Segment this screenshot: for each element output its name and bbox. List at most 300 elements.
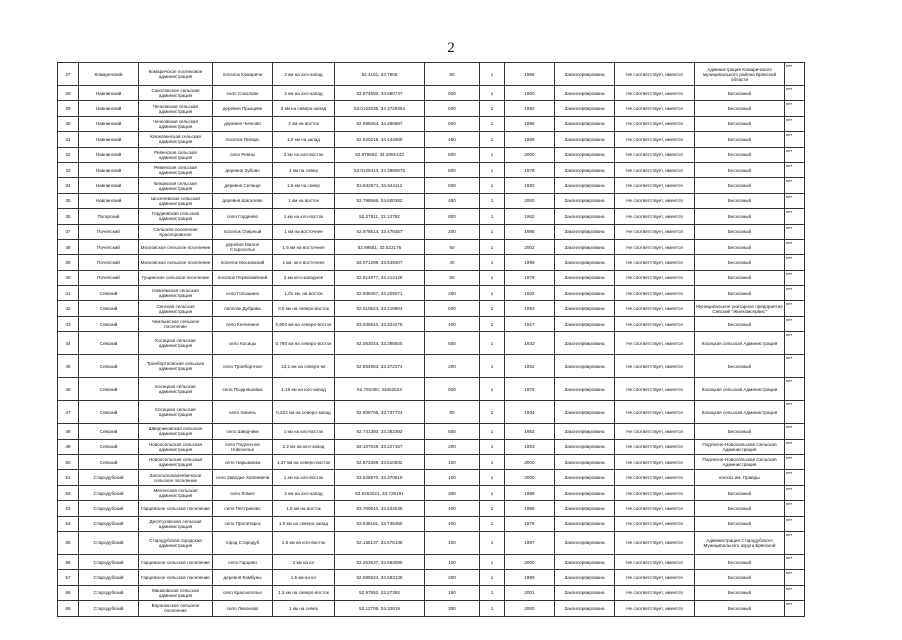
status-cell: Законсервирована <box>555 116 615 131</box>
depth-cell: 600 <box>425 147 480 162</box>
status-cell: Законсервирована <box>555 209 615 224</box>
condition-cell: Не соответствует, имеется <box>615 301 695 316</box>
table-row <box>58 286 805 301</box>
status-cell: Законсервирована <box>555 162 615 177</box>
coords-cell: 53.071299, 33.549407 <box>335 255 425 270</box>
row-number: 52 <box>58 485 79 500</box>
table-body <box>58 63 805 617</box>
district-cell: Навлинский <box>79 147 139 162</box>
status-cell: Законсервирована <box>555 470 615 485</box>
row-number: 31 <box>58 132 79 147</box>
settlement-cell: Стародубская городская администрация <box>139 531 213 554</box>
count-cell: 1 <box>480 601 505 616</box>
condition-cell: Не соответствует, имеется <box>615 516 695 531</box>
year-cell: 1988 <box>505 224 555 239</box>
row-number: 35 <box>58 193 79 208</box>
distance-cell: 1.5 км на северо-запад <box>273 516 335 531</box>
owner-cell: Бесхозный <box>695 255 785 270</box>
table-row <box>58 209 805 224</box>
count-cell: 1 <box>480 270 505 285</box>
coords-cell: 52.976582, 34.2991433 <box>335 147 425 162</box>
note-cell: нет <box>785 193 805 208</box>
district-cell: Севский <box>79 286 139 301</box>
year-cell: 2000 <box>505 470 555 485</box>
coords-cell: 53.700510, 33.634535 <box>335 501 425 516</box>
settlement-cell: Бяковская сельская администрация <box>139 178 213 193</box>
status-cell: Законсервирована <box>555 424 615 439</box>
district-cell: Навлинский <box>79 132 139 147</box>
locality-cell: село Ревны <box>213 147 273 162</box>
condition-cell: Не соответствует, имеется <box>615 470 695 485</box>
table-row <box>58 501 805 516</box>
year-cell: 1932 <box>505 286 555 301</box>
condition-cell: Не соответствует, имеется <box>615 86 695 101</box>
year-cell: 2000 <box>505 554 555 569</box>
year-cell: 1952 <box>505 355 555 378</box>
coords-cell: 52.27511, 33.13792 <box>335 209 425 224</box>
table-row <box>58 424 805 439</box>
count-cell: 1 <box>480 63 505 86</box>
condition-cell: Не соответствует, имеется <box>615 455 695 470</box>
depth-cell: 600 <box>425 332 480 355</box>
row-number: 51 <box>58 470 79 485</box>
table-row <box>58 554 805 569</box>
condition-cell: Не соответствует, имеется <box>615 585 695 600</box>
distance-cell: 2 км на северо-запад <box>273 101 335 116</box>
district-cell: Стародубский <box>79 485 139 500</box>
note-cell: нет <box>785 63 805 86</box>
row-number: 59 <box>58 601 79 616</box>
settlement-cell: Косицкая сельская администрация <box>139 401 213 424</box>
depth-cell: 400 <box>425 501 480 516</box>
district-cell: Навлинский <box>79 101 139 116</box>
count-cell: 1 <box>480 86 505 101</box>
distance-cell: 1.5 км на север <box>273 178 335 193</box>
count-cell: 1 <box>480 101 505 116</box>
locality-cell: село Хинель <box>213 401 273 424</box>
depth-cell: 100 <box>425 554 480 569</box>
note-cell: нет <box>785 585 805 600</box>
count-cell: 1 <box>480 501 505 516</box>
coords-cell: 52.4151, 34.7905 <box>335 63 425 86</box>
settlement-cell: Новоямская сельская администрация <box>139 286 213 301</box>
status-cell: Законсервирована <box>555 585 615 600</box>
owner-cell: Бесхозный <box>695 516 785 531</box>
depth-cell: 200 <box>425 224 480 239</box>
coords-cell: 52.253537, 33.663090 <box>335 554 425 569</box>
coords-cell: 53.5363021, 33.728191 <box>335 485 425 500</box>
owner-cell: Бесхозный <box>695 554 785 569</box>
table-row <box>58 401 805 424</box>
owner-cell: Администрация Комаричского муниципального района Брянской области <box>695 63 785 86</box>
distance-cell: 1.2 км на запад <box>273 132 335 147</box>
locality-cell: село Левоново <box>213 601 273 616</box>
distance-cell: 2,2 км на юго-запад <box>273 439 335 454</box>
settlement-cell: Запольскохалеевичское сельское поселение <box>139 470 213 485</box>
settlement-cell: Косицкая сельская администрация <box>139 378 213 401</box>
count-cell: 1 <box>480 209 505 224</box>
year-cell: 2002 <box>505 239 555 254</box>
distance-cell: 0,5 км на северо-восток <box>273 301 335 316</box>
status-cell: Законсервирована <box>555 132 615 147</box>
count-cell: 1 <box>480 401 505 424</box>
district-cell: Стародубский <box>79 554 139 569</box>
coords-cell: 52.914977, 33.414128 <box>335 270 425 285</box>
count-cell: 1 <box>480 316 505 331</box>
depth-cell: 600 <box>425 162 480 177</box>
depth-cell: 50 <box>425 239 480 254</box>
year-cell: 1999 <box>505 485 555 500</box>
district-cell: Навлинский <box>79 162 139 177</box>
distance-cell: 2 км на юго-запад <box>273 63 335 86</box>
note-cell: нет <box>785 424 805 439</box>
settlement-cell: Московское сельское поселение <box>139 239 213 254</box>
owner-cell: Бесхозный <box>695 585 785 600</box>
locality-cell: село Шведчики <box>213 424 273 439</box>
owner-cell: Бесхозный <box>695 132 785 147</box>
locality-cell: село Поздняшовка <box>213 378 273 401</box>
distance-cell: 2 км на юго-запад <box>273 485 335 500</box>
condition-cell: Не соответствует, имеется <box>615 570 695 585</box>
count-cell: 1 <box>480 332 505 355</box>
district-cell: Стародубский <box>79 516 139 531</box>
distance-cell: 0,604 км на северо-восток <box>273 316 335 331</box>
condition-cell: Не соответствует, имеется <box>615 270 695 285</box>
coords-cell: 52.095524, 33.583138 <box>335 570 425 585</box>
coords-cell: 52.874650, 34.660747 <box>335 86 425 101</box>
row-number: 32 <box>58 147 79 162</box>
owner-cell: Муниципальное унитарное предприятие Севский "Жилкомсервис" <box>695 301 785 316</box>
table-row <box>58 63 805 86</box>
row-number: 27 <box>58 63 79 86</box>
locality-cell: поселок Комаричи <box>213 63 273 86</box>
status-cell: Законсервирована <box>555 239 615 254</box>
year-cell: 2000 <box>505 147 555 162</box>
year-cell: 1999 <box>505 255 555 270</box>
condition-cell: Не соответствует, имеется <box>615 239 695 254</box>
locality-cell: деревня Малое Староселье <box>213 239 273 254</box>
condition-cell: Не соответствует, имеется <box>615 178 695 193</box>
distance-cell: 1 км на восток <box>273 193 335 208</box>
condition-cell: Не соответствует, имеется <box>615 316 695 331</box>
owner-cell: Косицкая сельская Администрация <box>695 332 785 355</box>
condition-cell: Не соответствует, имеется <box>615 332 695 355</box>
settlement-cell: Комаричское поселковое администрация <box>139 63 213 86</box>
condition-cell: Не соответствует, имеется <box>615 355 695 378</box>
district-cell: Севский <box>79 378 139 401</box>
distance-cell: 1.5 км на восточнее <box>273 239 335 254</box>
distance-cell: 1.5 км на юг <box>273 570 335 585</box>
count-cell: 1 <box>480 531 505 554</box>
note-cell: нет <box>785 224 805 239</box>
status-cell: Законсервирована <box>555 270 615 285</box>
district-cell: Погарский <box>79 209 139 224</box>
note-cell: нет <box>785 516 805 531</box>
condition-cell: Не соответствует, имеется <box>615 286 695 301</box>
owner-cell: Бесхозный <box>695 316 785 331</box>
locality-cell: село Ломес <box>213 485 273 500</box>
distance-cell: 0,622 км на северо-запад <box>273 401 335 424</box>
distance-cell: 1,37 км на северо-восток <box>273 455 335 470</box>
condition-cell: Не соответствует, имеется <box>615 101 695 116</box>
table-row <box>58 224 805 239</box>
depth-cell: 450 <box>425 132 480 147</box>
year-cell: 1987 <box>505 531 555 554</box>
note-cell: нет <box>785 86 805 101</box>
settlement-cell: Косицкая сельская администрация <box>139 332 213 355</box>
locality-cell: село Троебортное <box>213 355 273 378</box>
note-cell: нет <box>785 116 805 131</box>
row-number: 42 <box>58 301 79 316</box>
coords-cell: 52.796566, 34.600382 <box>335 193 425 208</box>
locality-cell: село Пролетарск <box>213 516 273 531</box>
condition-cell: Не соответствует, имеется <box>615 601 695 616</box>
depth-cell: 200 <box>425 355 480 378</box>
distance-cell: 1 км. юго-восточнее <box>273 255 335 270</box>
depth-cell: 600 <box>425 301 480 316</box>
coords-cell: 52.995064, 34.490887 <box>335 116 425 131</box>
table-row <box>58 355 805 378</box>
coords-cell: 52.155137, 33.676138 <box>335 531 425 554</box>
depth-cell: 300 <box>425 485 480 500</box>
count-cell: 1 <box>480 355 505 378</box>
note-cell: нет <box>785 132 805 147</box>
depth-cell: 600 <box>425 86 480 101</box>
settlement-cell: Соколовское сельская администрация <box>139 86 213 101</box>
count-cell: 1 <box>480 301 505 316</box>
owner-cell: Косицкая сельская Администрация <box>695 378 785 401</box>
row-number: 55 <box>58 531 79 554</box>
note-cell: нет <box>785 355 805 378</box>
count-cell: 1 <box>480 224 505 239</box>
row-number: 53 <box>58 501 79 516</box>
settlement-cell: Чемлыжское сельское поселение <box>139 316 213 331</box>
status-cell: Законсервирована <box>555 501 615 516</box>
coords-cell: 53.838181, 33.745460 <box>335 516 425 531</box>
owner-cell: Бесхозный <box>695 270 785 285</box>
note-cell: нет <box>785 286 805 301</box>
status-cell: Законсервирована <box>555 378 615 401</box>
status-cell: Законсервирована <box>555 355 615 378</box>
note-cell: нет <box>785 162 805 177</box>
status-cell: Законсервирована <box>555 570 615 585</box>
locality-cell: поселок Первомайский <box>213 270 273 285</box>
status-cell: Законсервирована <box>555 485 615 500</box>
condition-cell: Не соответствует, имеется <box>615 531 695 554</box>
note-cell: нет <box>785 501 805 516</box>
settlement-cell: Ревенская сельская администрация <box>139 162 213 177</box>
coords-cell: 52.510524, 33.218804 <box>335 301 425 316</box>
coords-cell: 53.0162035, 34.3729354 <box>335 101 425 116</box>
coords-cell: 53.0129413, 34.3980676 <box>335 162 425 177</box>
depth-cell: 600 <box>425 424 480 439</box>
settlement-cell: Чичковская сельская администрация <box>139 116 213 131</box>
district-cell: Стародубский <box>79 470 139 485</box>
table-row <box>58 255 805 270</box>
year-cell: 1992 <box>505 101 555 116</box>
owner-cell: Бесхозный <box>695 601 785 616</box>
row-number: 48 <box>58 424 79 439</box>
year-cell: 1979 <box>505 270 555 285</box>
depth-cell: 50 <box>425 63 480 86</box>
count-cell: 1 <box>480 470 505 485</box>
district-cell: Севский <box>79 401 139 424</box>
count-cell: 1 <box>480 116 505 131</box>
status-cell: Законсервирована <box>555 601 615 616</box>
row-number: 34 <box>58 178 79 193</box>
table-row <box>58 439 805 454</box>
count-cell: 1 <box>480 585 505 600</box>
distance-cell: 0,780 км на северо-восток <box>273 332 335 355</box>
depth-cell: 150 <box>425 585 480 600</box>
settlement-cell: Десятуховская сельская администрация <box>139 516 213 531</box>
district-cell: Почепский <box>79 239 139 254</box>
status-cell: Законсервирована <box>555 286 615 301</box>
district-cell: Стародубский <box>79 531 139 554</box>
note-cell: нет <box>785 531 805 554</box>
note-cell: нет <box>785 101 805 116</box>
condition-cell: Не соответствует, имеется <box>615 63 695 86</box>
row-number: 41 <box>58 286 79 301</box>
status-cell: Законсервирована <box>555 86 615 101</box>
note-cell: нет <box>785 570 805 585</box>
status-cell: Законсервирована <box>555 193 615 208</box>
distance-cell: 1 км на юго-восток <box>273 209 335 224</box>
status-cell: Законсервирована <box>555 531 615 554</box>
count-cell: 1 <box>480 455 505 470</box>
settlement-cell: Мишковская сельская администрация <box>139 585 213 600</box>
note-cell: нет <box>785 601 805 616</box>
year-cell: 1969 <box>505 132 555 147</box>
row-number: 33 <box>58 162 79 177</box>
settlement-cell: Меленская сельская администрация <box>139 485 213 500</box>
table-row <box>58 147 805 162</box>
owner-cell: Бесхозный <box>695 147 785 162</box>
count-cell: 1 <box>480 162 505 177</box>
distance-cell: 1.5 км на восток <box>273 501 335 516</box>
owner-cell: колхоз им. Правды <box>695 470 785 485</box>
condition-cell: Не соответствует, имеется <box>615 424 695 439</box>
coords-cell: 52.053044, 33.395920 <box>335 332 425 355</box>
row-number: 29 <box>58 101 79 116</box>
owner-cell: Бесхозный <box>695 178 785 193</box>
settlement-cell: Новоосельская сельская администрация <box>139 455 213 470</box>
owner-cell: Бесхозный <box>695 101 785 116</box>
locality-cell: деревня Шагалево <box>213 193 273 208</box>
coords-cell: 53.036810, 33.324278 <box>335 316 425 331</box>
status-cell: Законсервирована <box>555 439 615 454</box>
note-cell: нет <box>785 270 805 285</box>
note-cell: нет <box>785 485 805 500</box>
depth-cell: 400 <box>425 316 480 331</box>
distance-cell: 2 км на юг <box>273 554 335 569</box>
distance-cell: 1,16 км на юго-запад <box>273 378 335 401</box>
row-number: 44 <box>58 332 79 355</box>
distance-cell: 1.5 км на северо-восток <box>273 585 335 600</box>
depth-cell: 200 <box>425 439 480 454</box>
table-row <box>58 178 805 193</box>
condition-cell: Не соответствует, имеется <box>615 485 695 500</box>
coords-cell: 52.791000, 33452823 <box>335 378 425 401</box>
condition-cell: Не соответствует, имеется <box>615 162 695 177</box>
year-cell: 1933 <box>505 332 555 355</box>
distance-cell: 2 км на юго-запад <box>273 86 335 101</box>
count-cell: 1 <box>480 255 505 270</box>
condition-cell: Не соответствует, имеется <box>615 378 695 401</box>
locality-cell: деревня Зубово <box>213 162 273 177</box>
locality-cell: село Голышино <box>213 286 273 301</box>
table-row <box>58 455 805 470</box>
district-cell: Севский <box>79 316 139 331</box>
row-number: 46 <box>58 378 79 401</box>
district-cell: Почепский <box>79 270 139 285</box>
owner-cell: Администрация Стародубского Муниципального округа Брянской <box>695 531 785 554</box>
count-cell: 1 <box>480 554 505 569</box>
settlement-cell: Сельское поселение Красноровское <box>139 224 213 239</box>
coords-cell: 52.842571, 34.544112 <box>335 178 425 193</box>
year-cell: 1934 <box>505 401 555 424</box>
district-cell: Комаричский <box>79 63 139 86</box>
row-number: 40 <box>58 270 79 285</box>
registry-table <box>57 62 805 617</box>
count-cell: 1 <box>480 485 505 500</box>
district-cell: Севский <box>79 332 139 355</box>
count-cell: 1 <box>480 439 505 454</box>
locality-cell: деревня Чичково <box>213 116 273 131</box>
year-cell: 1982 <box>505 178 555 193</box>
district-cell: Почепский <box>79 255 139 270</box>
count-cell: 1 <box>480 147 505 162</box>
distance-cell: 1 км на восточнее <box>273 224 335 239</box>
row-number: 39 <box>58 255 79 270</box>
row-number: 57 <box>58 570 79 585</box>
depth-cell: 600 <box>425 116 480 131</box>
year-cell: 1953 <box>505 301 555 316</box>
row-number: 30 <box>58 116 79 131</box>
coords-cell: 52.99561, 33.522176 <box>335 239 425 254</box>
settlement-cell: Гущинское сельское поселение <box>139 270 213 285</box>
status-cell: Законсервирована <box>555 255 615 270</box>
condition-cell: Не соответствует, имеется <box>615 209 695 224</box>
distance-cell: 2 км на север <box>273 162 335 177</box>
district-cell: Почепский <box>79 224 139 239</box>
locality-cell: село Соколово <box>213 86 273 101</box>
owner-cell: Подлесно-Новосельская Сельская Администрация <box>695 455 785 470</box>
year-cell: 2000 <box>505 193 555 208</box>
coords-cell: 52.97552, 33.27392 <box>335 585 425 600</box>
year-cell: 1978 <box>505 162 555 177</box>
distance-cell: 1 км на север <box>273 601 335 616</box>
settlement-cell: Гарцевское сельское поселение <box>139 501 213 516</box>
table-row <box>58 270 805 285</box>
locality-cell: село Подлесное Новоселье <box>213 439 273 454</box>
settlement-cell: Воронокское сельское поселение <box>139 601 213 616</box>
status-cell: Законсервирована <box>555 516 615 531</box>
year-cell: 1966 <box>505 63 555 86</box>
locality-cell: поселок Московский <box>213 255 273 270</box>
status-cell: Законсервирована <box>555 178 615 193</box>
owner-cell: Бесхозный <box>695 239 785 254</box>
district-cell: Севский <box>79 301 139 316</box>
table-row <box>58 470 805 485</box>
distance-cell: 1 км на юго-восток <box>273 470 335 485</box>
year-cell: 1953 <box>505 439 555 454</box>
year-cell: 1960 <box>505 86 555 101</box>
locality-cell: село Княгинино <box>213 316 273 331</box>
owner-cell: Бесхозный <box>695 501 785 516</box>
district-cell: Навлинский <box>79 178 139 193</box>
row-number: 50 <box>58 455 79 470</box>
